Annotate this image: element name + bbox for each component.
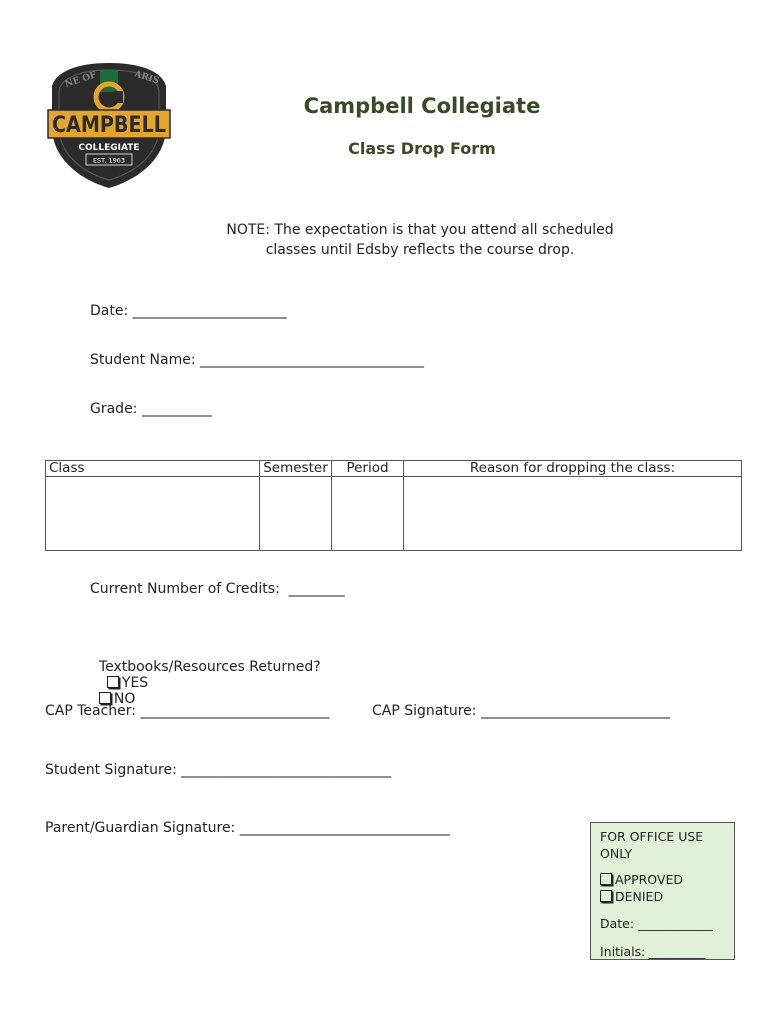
table-header-semester: Semester	[260, 461, 332, 477]
grade-field[interactable]: Grade: __________	[90, 401, 212, 417]
note-line-1: NOTE: The expectation is that you attend all scheduled	[226, 222, 614, 238]
form-title: Class Drop Form	[348, 139, 496, 158]
denied-checkbox[interactable]: DENIED	[600, 888, 725, 905]
cap-signature-field[interactable]: CAP Signature: ___________________________	[372, 703, 670, 719]
period-cell[interactable]	[332, 477, 404, 551]
checkbox-icon	[107, 676, 119, 688]
class-drop-table	[45, 460, 742, 551]
office-date-field[interactable]: Date: ____________	[600, 916, 714, 931]
cap-teacher-field[interactable]: CAP Teacher: ___________________________	[45, 703, 330, 719]
textbooks-returned-row	[90, 643, 321, 707]
svg-text:EST. 1963: EST. 1963	[92, 156, 126, 165]
school-name: Campbell Collegiate	[303, 94, 541, 118]
table-header-reason: Reason for dropping the class:	[404, 461, 742, 477]
student-signature-field[interactable]: Student Signature: ______________________________	[45, 762, 392, 778]
svg-text:NE OF: NE OF	[63, 70, 98, 90]
textbooks-label: Textbooks/Resources Returned?	[98, 659, 321, 675]
table-row	[46, 477, 742, 551]
note-text	[190, 220, 650, 260]
office-initials-field[interactable]: Initials: _________	[600, 944, 706, 959]
reason-cell[interactable]	[404, 477, 742, 551]
svg-text:ARIS: ARIS	[133, 69, 161, 87]
date-field[interactable]: Date: ______________________	[90, 303, 287, 319]
table-header-class: Class	[46, 461, 260, 477]
svg-text:CAMPBELL: CAMPBELL	[52, 113, 166, 138]
svg-text:COLLEGIATE: COLLEGIATE	[78, 143, 140, 153]
parent-guardian-signature-field[interactable]: Parent/Guardian Signature: ______________________________	[45, 820, 450, 836]
approved-checkbox[interactable]: APPROVED	[600, 871, 725, 888]
credits-field[interactable]: Current Number of Credits: ________	[90, 581, 345, 597]
yes-checkbox[interactable]: YES	[107, 675, 154, 691]
campbell-collegiate-logo	[46, 60, 172, 190]
table-header-period: Period	[332, 461, 404, 477]
semester-cell[interactable]	[260, 477, 332, 551]
no-checkbox[interactable]: NO	[99, 691, 136, 707]
class-cell[interactable]	[46, 477, 260, 551]
office-use-box	[590, 822, 735, 960]
checkbox-icon	[600, 873, 612, 885]
office-use-title: FOR OFFICE USE ONLY	[600, 829, 704, 861]
student-name-field[interactable]: Student Name: ________________________________	[90, 352, 425, 368]
note-line-2: classes until Edsby reflects the course drop.	[265, 242, 575, 258]
checkbox-icon	[600, 890, 612, 902]
